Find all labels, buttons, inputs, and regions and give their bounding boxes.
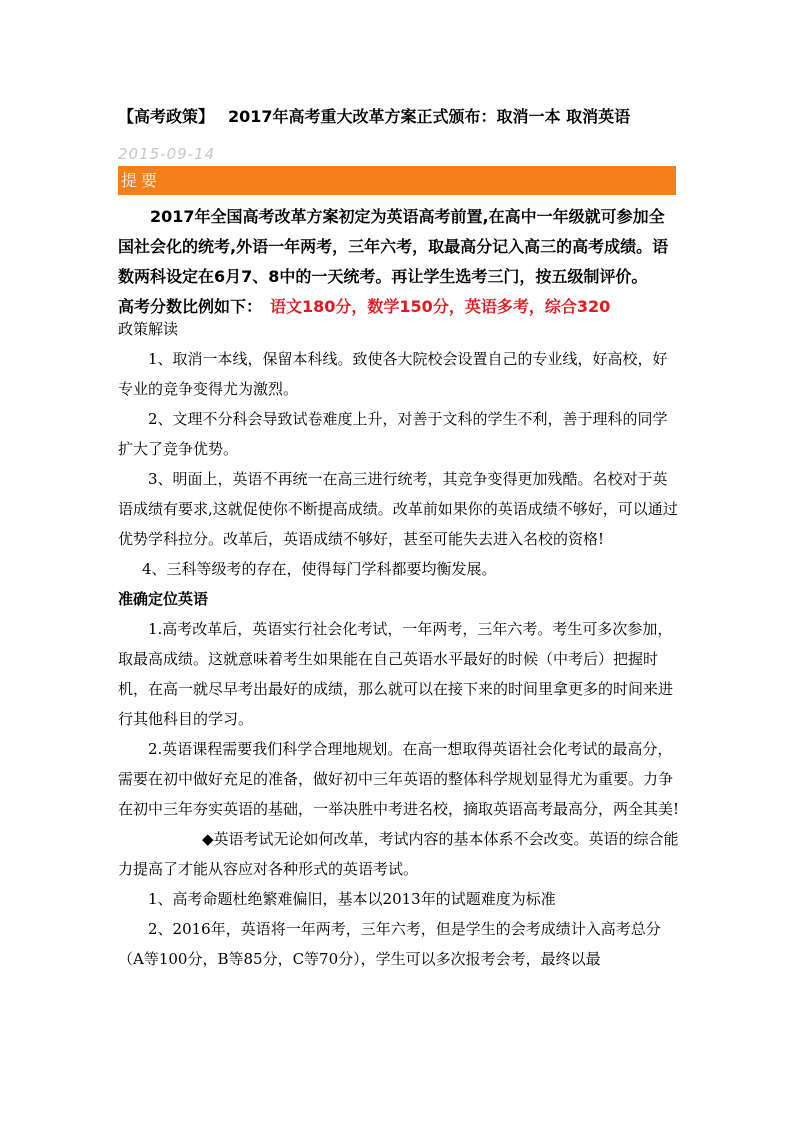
summary-block (118, 202, 678, 322)
exam-item: 1、高考命题杜绝繁难偏旧，基本以2013年的试题难度为标准 (148, 890, 556, 908)
policy-item: 3、明面上，英语不再统一在高三进行统考，其竞争变得更加残酷。名校对于英语成绩有要求,这就促使你不断提高成绩。改革前如果你的英语成绩不够好，可以通过优势学科拉分。改革后，英语成绩不够好，甚至可能失去进入名校的资格! (118, 470, 678, 548)
summary-paragraph: 2017年全国高考改革方案初定为英语高考前置,在高中一年级就可参加全国社会化的统考,外语一年两考，三年六考，取最高分记入高三的高考成绩。语数两科设定在6月7、8中的一天统考。再让学生选考三门，按五级制评价。 (118, 207, 669, 286)
section-heading-english: 准确定位英语 (118, 590, 209, 608)
title-text: 2017年高考重大改革方案正式颁布：取消一本 取消英语 (228, 107, 631, 126)
english-item: 2.英语课程需要我们科学合理地规划。在高一想取得英语社会化考试的最高分，需要在初中做好充足的准备，做好初中三年英语的整体科学规划显得尤为重要。力争在初中三年夯实英语的基础，一举决胜中考进名校，摘取英语高考最高分，两全其美! (118, 740, 680, 818)
article-title (118, 104, 678, 127)
english-exam-lead: ◆英语考试无论如何改革，考试内容的基本体系不会改变。英语的综合能力提高了才能从容应对各种形式的英语考试。 (118, 830, 679, 878)
policy-item: 4、三科等级考的存在，使得每门学科都要均衡发展。 (142, 560, 497, 578)
score-ratio-label: 高考分数比例如下： (118, 297, 263, 316)
publish-date: 2015-09-14 (118, 145, 216, 163)
score-ratio-value: 语文180分，数学150分，英语多考，综合320 (270, 297, 611, 316)
summary-banner: 提要 (118, 166, 676, 195)
exam-item: 2、2016年，英语将一年两考，三年六考，但是学生的会考成绩计入高考总分（A等100分，B等85分，C等70分），学生可以多次报考会考，最终以最 (118, 920, 661, 968)
article-body (118, 314, 680, 974)
policy-item: 1、取消一本线，保留本科线。致使各大院校会设置自己的专业线，好高校，好专业的竞争变得尤为激烈。 (118, 350, 668, 398)
section-heading-policy: 政策解读 (118, 320, 179, 338)
policy-item: 2、文理不分科会导致试卷难度上升，对善于文科的学生不利，善于理科的同学扩大了竞争优势。 (118, 410, 668, 458)
title-tag: 【高考政策】 (118, 107, 215, 126)
english-item: 1.高考改革后，英语实行社会化考试，一年两考，三年六考。考生可多次参加，取最高成绩。这就意味着考生如果能在自己英语水平最好的时候（中考后）把握时机，在高一就尽早考出最好的成绩，那么就可以在接下来的时间里拿更多的时间来进行其他科目的学习。 (118, 620, 674, 728)
